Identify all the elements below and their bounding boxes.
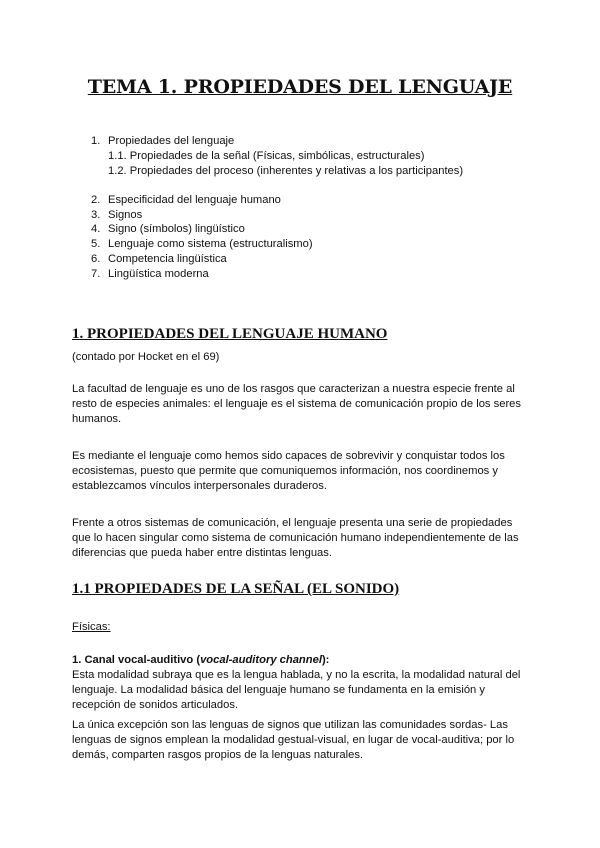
item-text: Esta modalidad subraya que es la lengua hablada, y no la escrita, la modalidad natural del lenguaje. La modalidad básica del lenguaje humano se fundamenta en la emisión y recepción de sonidos articulados. xyxy=(72,669,521,711)
paragraph: Frente a otros sistemas de comunicación, el lenguaje presenta una serie de propiedades que lo hacen singular como sistema de comunicación humano independientemente de las diferencias que pueda haber entre distintas lenguas. xyxy=(72,517,519,559)
toc-item: 5. Lenguaje como sistema (estructuralismo) xyxy=(91,238,313,251)
toc-item: 6. Competencia lingüística xyxy=(91,253,227,266)
toc-subitem: 1.1. Propiedades de la señal (Físicas, simbólicas, estructurales) xyxy=(108,149,425,162)
toc-subitem: 1.2. Propiedades del proceso (inherentes y relativas a los participantes) xyxy=(108,164,464,177)
section-subtitle: (contado por Hocket en el 69) xyxy=(72,351,220,363)
toc-item: 4. Signo (símbolos) lingüístico xyxy=(91,223,245,236)
toc-item: 1. Propiedades del lenguaje xyxy=(91,135,235,147)
section-heading: 1. PROPIEDADES DEL LENGUAJE HUMANO xyxy=(72,326,388,342)
category-label: Físicas: xyxy=(72,621,111,633)
document-title: TEMA 1. PROPIEDADES DEL LENGUAJE xyxy=(87,76,513,98)
paragraph: Es mediante el lenguaje como hemos sido capaces de sobrevivir y conquistar todos los ecosistemas, puesto que permite que comuniquemos información, nos coordinemos y establezcamos vínculos interpersonales duraderos. xyxy=(72,450,505,492)
subsection-heading: 1.1 PROPIEDADES DE LA SEÑAL (EL SONIDO) xyxy=(72,581,400,597)
toc-item: 7. Lingüística moderna xyxy=(91,268,209,281)
paragraph: La facultad de lenguaje es uno de los rasgos que caracterizan a nuestra especie frente al resto de especies animales: el lenguaje es el sistema de comunicación propio de los seres humanos. xyxy=(72,383,521,425)
toc-item: 3. Signos xyxy=(91,208,143,221)
item-text: La única excepción son las lenguas de signos que utilizan las comunidades sordas- Las lenguas de signos emplean la modalidad gestual-visual, en lugar de vocal-auditiva; por lo demás, comparten rasgos propios de la lenguas naturales. xyxy=(72,719,515,761)
toc-item: 2. Especificidad del lenguaje humano xyxy=(91,193,281,206)
table-of-contents xyxy=(91,134,463,282)
item-heading: 1. Canal vocal-auditivo (vocal-auditory channel): xyxy=(72,654,330,666)
